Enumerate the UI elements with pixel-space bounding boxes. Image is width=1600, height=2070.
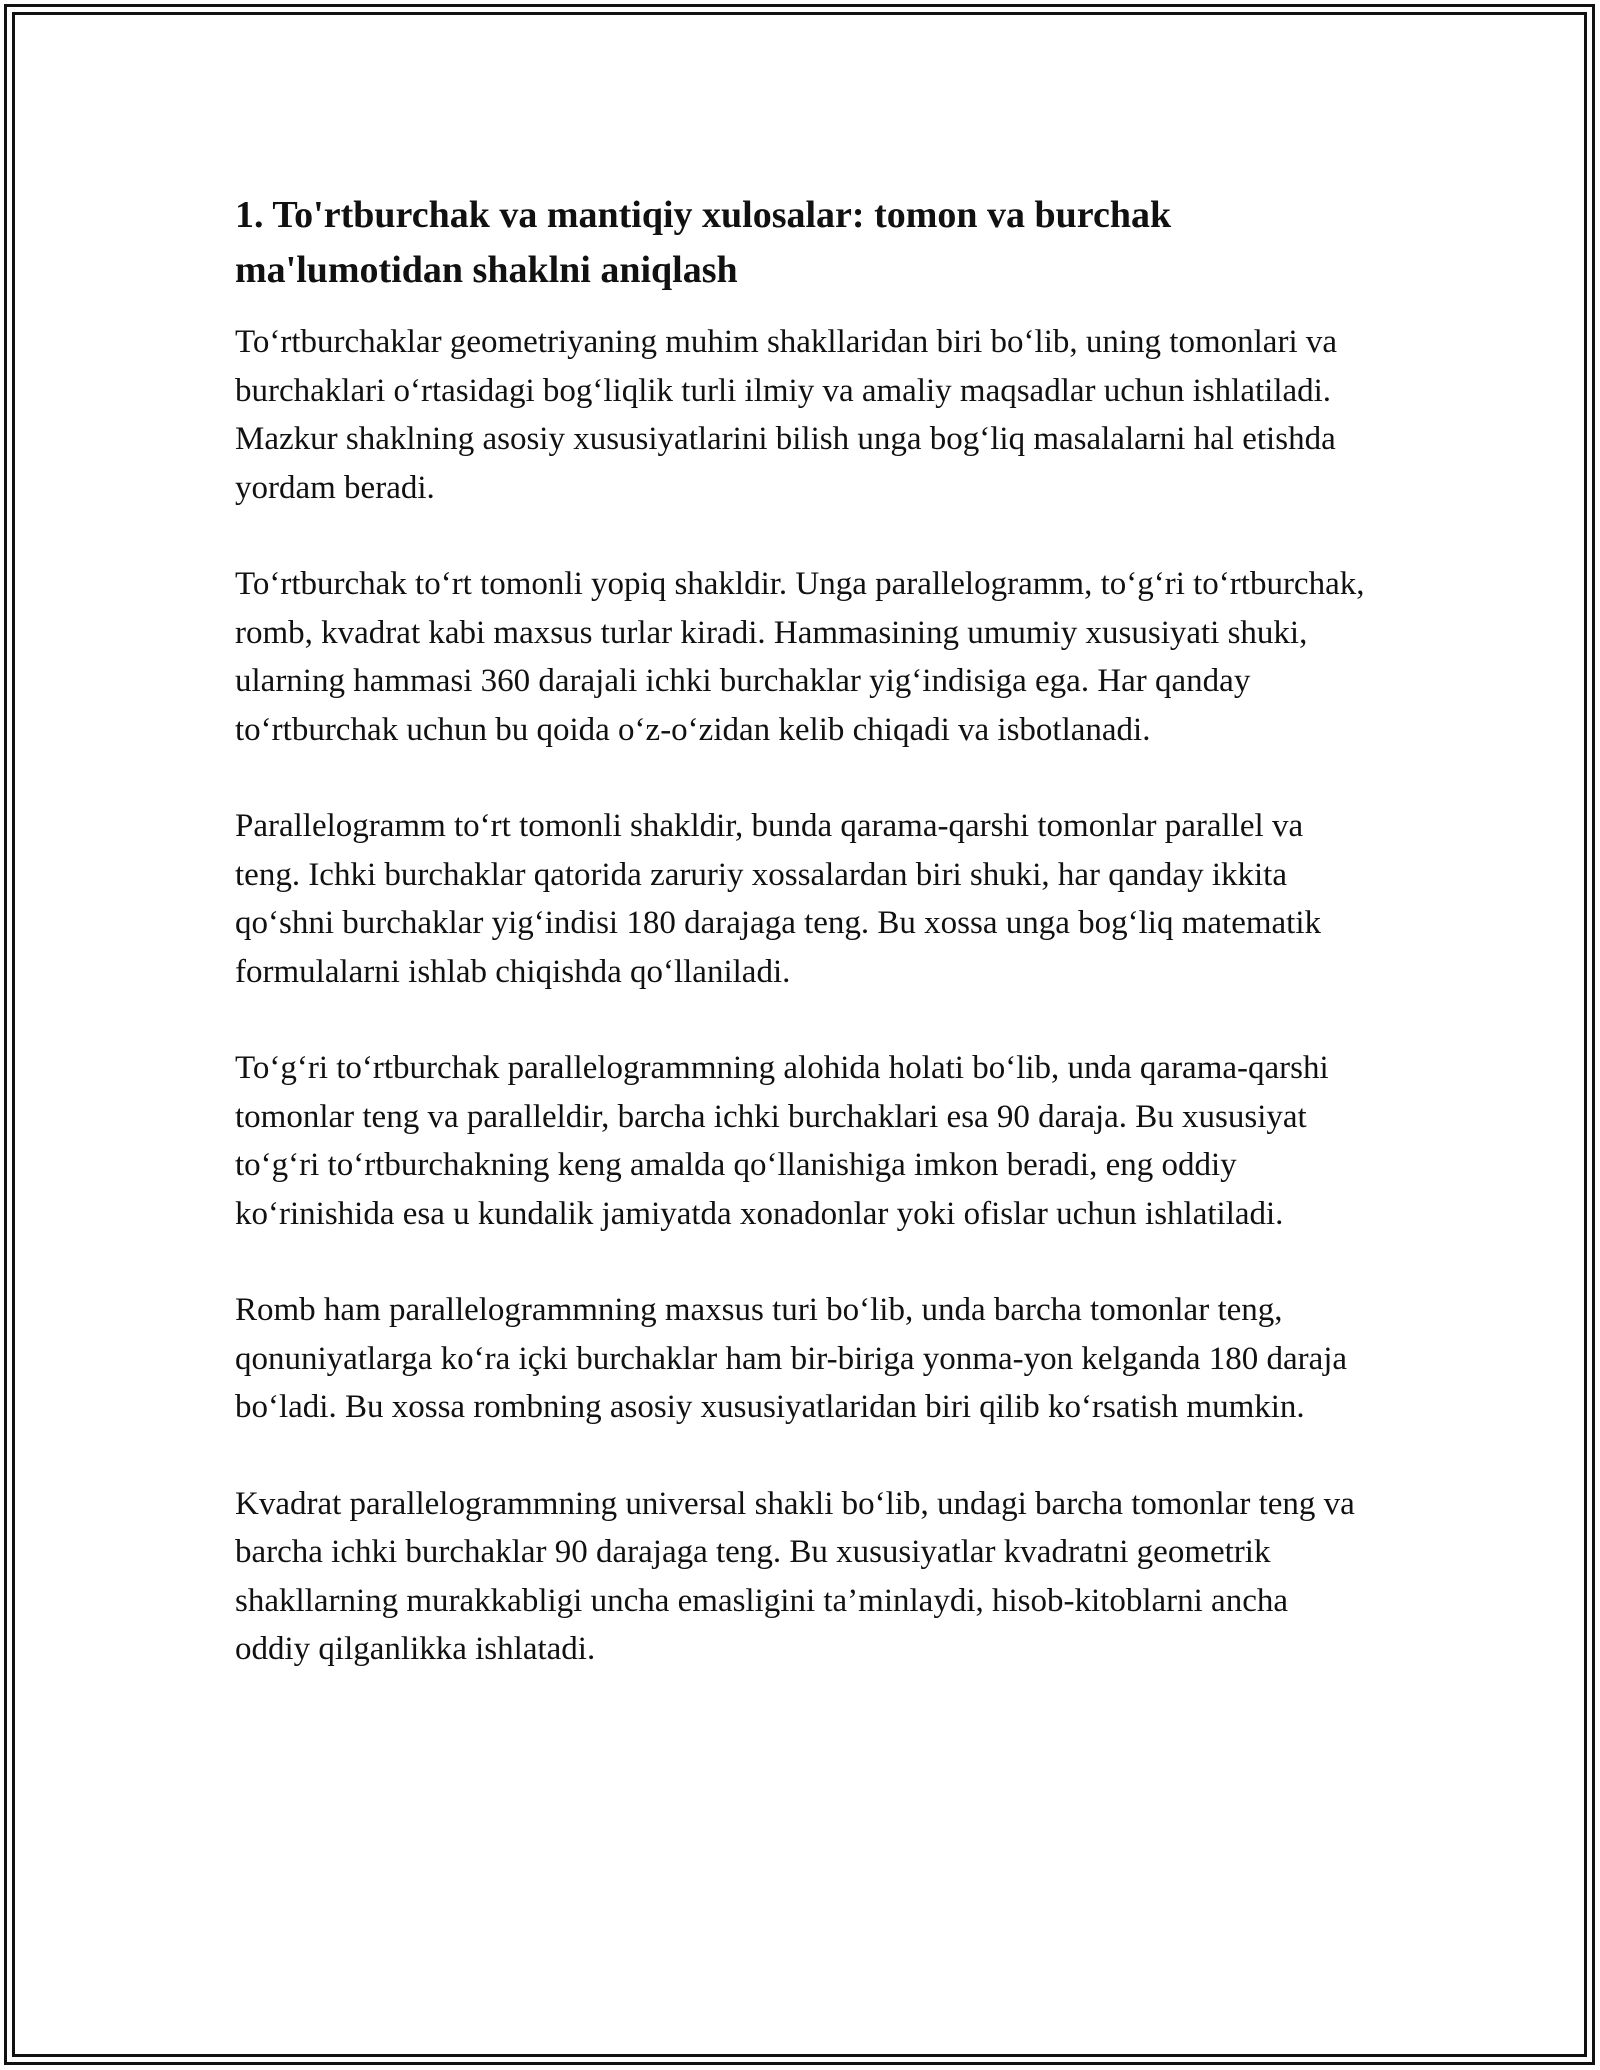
paragraph-rhombus: Romb ham parallelogrammning maxsus turi bo‘lib, unda barcha tomonlar teng, qonuniyatlarga ko‘ra içki burchaklar ham bir-biriga yonma-yon kelganda 180 daraja bo‘ladi. Bu xossa rombning asosiy xususiyatlaridan biri qilib ko‘rsatish mumkin.	[235, 1292, 1348, 1425]
paragraph-square: Kvadrat parallelogrammning universal shakli bo‘lib, undagi barcha tomonlar teng va barcha ichki burchaklar 90 darajaga teng. Bu xususiyatlar kvadratni geometrik shakllarning murakkabligi uncha emasligini ta’minlaydi, hisob-kitoblarni ancha oddiy qilganlikka ishlatadi.	[235, 1485, 1355, 1667]
paragraph-quadrilateral: To‘rtburchak to‘rt tomonli yopiq shakldir. Unga parallelogramm, to‘g‘ri to‘rtburchak, romb, kvadrat kabi maxsus turlar kiradi. Hammasining umumiy xususiyati shuki, ularning hammasi 360 darajali ichki burchaklar yig‘indisiga ega. Har qanday to‘rtburchak uchun bu qoida o‘z-o‘zidan kelib chiqadi va isbotlanadi.	[235, 566, 1365, 748]
paragraph-rectangle: To‘g‘ri to‘rtburchak parallelogrammning alohida holati bo‘lib, unda qarama-qarshi tomonlar teng va paralleldir, barcha ichki burchaklari esa 90 daraja. Bu xususiyat to‘g‘ri to‘rtburchakning keng amalda qo‘llanishiga imkon beradi, eng oddiy ko‘rinishida esa u kundalik jamiyatda xonadonlar yoki ofislar uchun ishlatiladi.	[235, 1050, 1329, 1232]
document-body	[235, 188, 1370, 1722]
paragraph-intro: To‘rtburchaklar geometriyaning muhim shakllaridan biri bo‘lib, uning tomonlari va burchaklari o‘rtasidagi bog‘liqlik turli ilmiy va amaliy maqsadlar uchun ishlatiladi. Mazkur shaklning asosiy xususiyatlarini bilish unga bog‘liq masalalarni hal etishda yordam beradi.	[235, 324, 1338, 506]
paragraph-parallelogram: Parallelogramm to‘rt tomonli shakldir, bunda qarama-qarshi tomonlar parallel va teng. Ichki burchaklar qatorida zaruriy xossalardan biri shuki, har qanday ikkita qo‘shni burchaklar yig‘indisi 180 darajaga teng. Bu xossa unga bog‘liq matematik formulalarni ishlab chiqishda qo‘llaniladi.	[235, 808, 1322, 990]
section-heading: 1. To'rtburchak va mantiqiy xulosalar: tomon va burchak ma'lumotidan shaklni aniqlash	[235, 194, 1172, 291]
